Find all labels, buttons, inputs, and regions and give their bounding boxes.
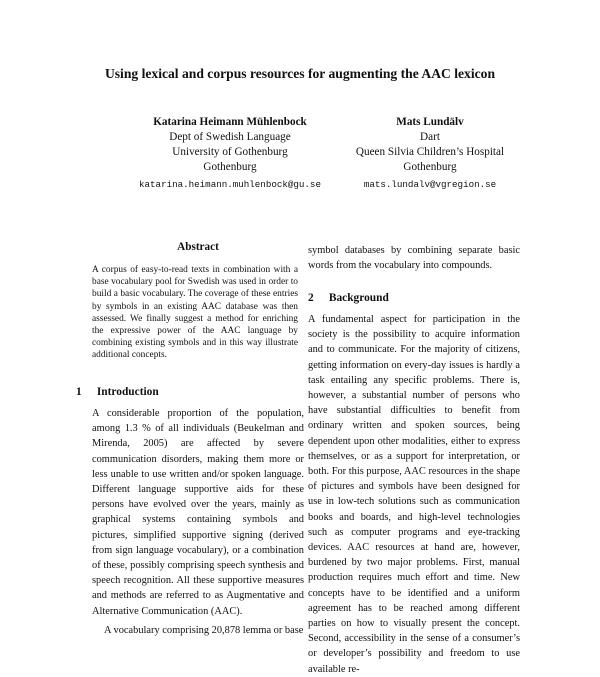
- author-org: Queen Silvia Children’s Hospital: [355, 146, 505, 158]
- author-org: University of Gothenburg: [172, 146, 288, 158]
- author-email: mats.lundalv@vgregion.se: [363, 179, 497, 190]
- introduction-continuation: A vocabulary comprising 20,878 lemma or base: [104, 624, 304, 636]
- section-number: 1: [76, 386, 82, 398]
- introduction-paragraph: A considerable proportion of the population, among 1.3 % of all individuals (Beukelman and Mirenda, 2005) are affected by severe communication disorders, making them more or less unable to use written and/or spoken language. Different language supportive aids for these persons have evolved over the years, mainly as graphical systems containing symbols and pictures, simplified supportive signing (derived from sign language vocabulary), or a combination of these, possibly comprising speech synthesis and speech recognition. All these supportive measures and methods are referred to as Augmentative and Alternative Communication (AAC).: [92, 408, 304, 617]
- section-title: Background: [328, 292, 389, 304]
- introduction-body: [92, 406, 304, 638]
- section-heading-introduction: [76, 386, 159, 398]
- author-2: [280, 115, 580, 192]
- author-city: Gothenburg: [203, 161, 257, 173]
- author-name: Mats Lundälv: [396, 116, 464, 128]
- author-dept: Dept of Swedish Language: [169, 131, 291, 143]
- author-dept: Dart: [420, 131, 440, 143]
- paper-title: Using lexical and corpus resources for augmenting the AAC lexicon: [104, 66, 496, 81]
- abstract-heading: Abstract: [177, 241, 219, 253]
- column-2-intro: symbol databases by combining separate basic words from the vocabulary into compounds.: [308, 245, 520, 272]
- author-email: katarina.heimann.muhlenbock@gu.se: [139, 179, 321, 190]
- background-body: A fundamental aspect for participation in the society is the possibility to acquire information and to communicate. For the majority of citizens, getting information on every-day issues is hardly a task entailing any specific problems. There is, however, a substantial number of persons who have substantial difficulties to benefit from ordinary written and spoken sources, being dependent upon other modalities, either to express themselves, or as a support for interpretation, or both. For this purpose, AAC resources in the shape of pictures and symbols have been designed for use in low-tech solutions such as communication books and boards, and high-level technologies such as computer programs and eye-tracking devices. AAC resources at hand are, however, burdened by two major problems. First, manual production requires much effort and time. New concepts have to be identified and a uniform agreement has to be reached among different parties on how to visually present the concept. Second, accessibility in the sense of a consumer’s or developer’s possibility and freedom to use available re-: [308, 314, 520, 675]
- section-number: 2: [308, 292, 314, 304]
- section-heading-background: [308, 292, 389, 304]
- section-title: Introduction: [96, 386, 159, 398]
- author-name: Katarina Heimann Mühlenbock: [153, 116, 307, 128]
- author-city: Gothenburg: [403, 161, 457, 173]
- abstract-text: A corpus of easy-to-read texts in combination with a base vocabulary pool for Swedish was used in order to build a basic vocabulary. The coverage of these entries by symbols in an existing AAC database was then assessed. We finally suggest a method for enriching the expressive power of the AAC language by combining existing symbols and in this way illustrate additional concepts.: [92, 265, 298, 361]
